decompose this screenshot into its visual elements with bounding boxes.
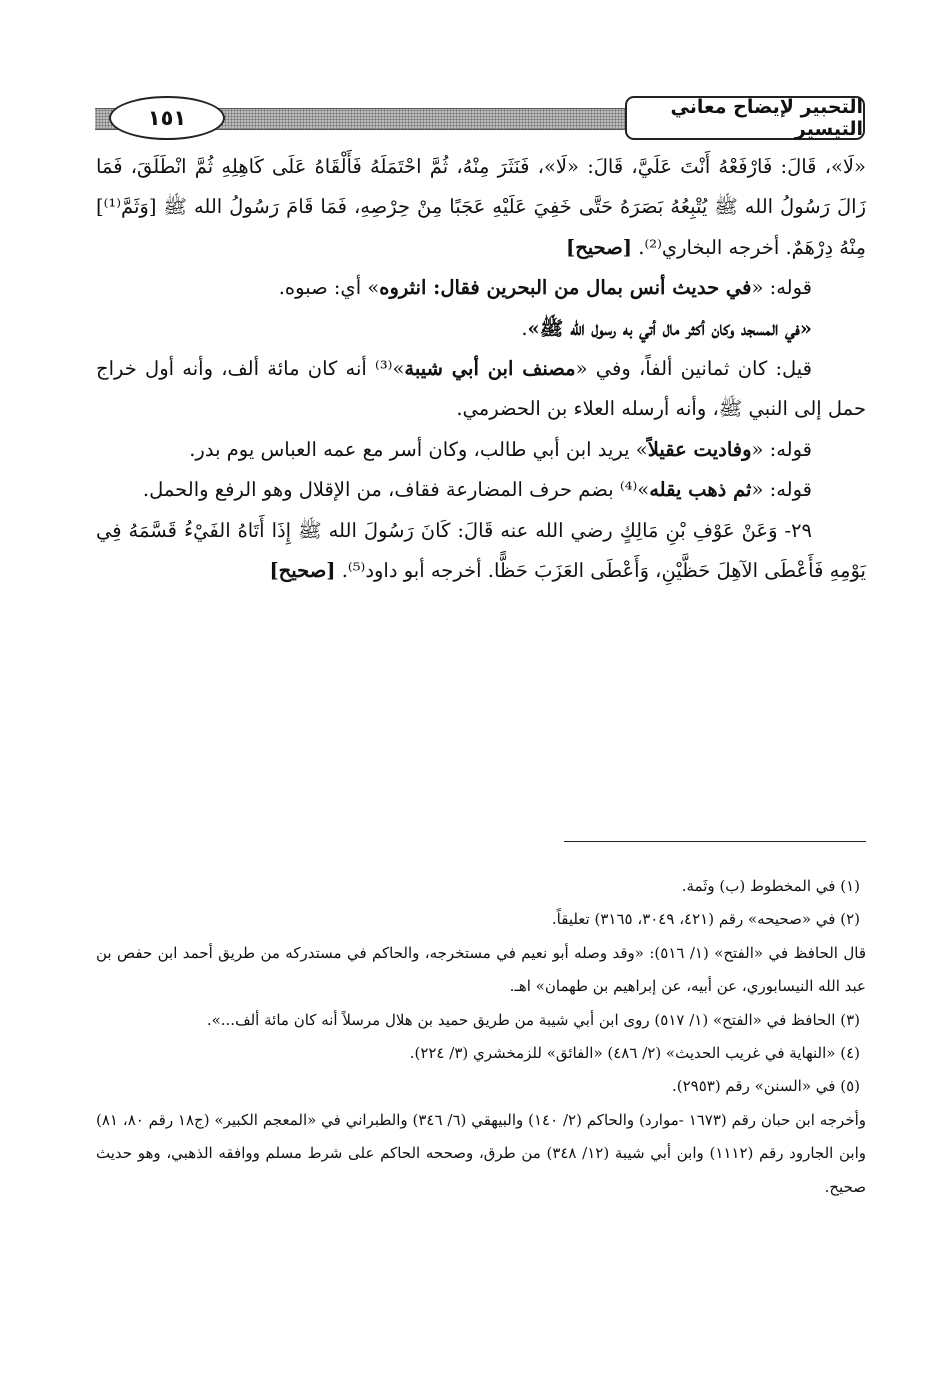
text-run: قيل: كان ثمانين ألفاً، وفي «: [575, 357, 813, 381]
hadith-text: «لَا»، قَالَ: فَارْفَعْهُ أَنْتَ عَلَيَّ، قَالَ: «لَا»، فَنَثَرَ مِنْهُ، ثُمَّ احْتَمَلَهُ فَأَلْقَاهُ عَلَى كَاهِلِهِ ثُمَّ انْطَلَقَ، فَمَا زَالَ رَسُولُ الله ﷺ يُتْبِعُهُ بَصَرَهُ حَتَّى خَفِيَ عَلَيْهِ عَجَبًا مِنْ حِرْصِهِ، فَمَا قَامَ رَسُولُ الله ﷺ [وَثَمَّ⁽¹⁾] مِنْهُ دِرْهَمٌ. أخرجه البخاري⁽²⁾.: [96, 155, 866, 259]
book-title: التحبير لإيضاح معاني التيسير: [625, 96, 865, 140]
quoted-phrase: وفاديت عقيلاً: [647, 437, 752, 461]
text-run: » يريد ابن أبي طالب، وكان أسر مع عمه العباس يوم بدر.: [189, 437, 648, 461]
hadith-text: ٢٩- وَعَنْ عَوْفِ بْنِ مَالِكٍ رضي الله عنه قَالَ: كَانَ رَسُولَ الله ﷺ إِذَا أَتَاهُ الفَيْءُ قَسَّمَهُ فِي يَوْمِهِ فَأَعْطَى الآهِلَ حَظَّيْنِ، وَأَعْطَى العَزَبَ حَظًّا. أخرجه أبو داود⁽⁵⁾.: [96, 518, 866, 583]
quoted-phrase: ثم ذهب يقله: [649, 478, 752, 502]
footnote: (٣) الحافظ في «الفتح» (١/ ٥١٧) روى ابن أبي شيبة من طريق حميد بن هلال مرسلاً أنه كان مائة ألف...».: [206, 1010, 860, 1029]
footnote: وأخرجه ابن حبان رقم (١٦٧٣ -موارد) والحاكم (٢/ ١٤٠) والبيهقي (٦/ ٣٤٦) والطبراني في «المعجم الكبير» (ج١٨ رقم ٨٠، ٨١) وابن الجارود رقم (١١١٢) وابن أبي شيبة (١٢/ ٣٤٨) من طرق، وصححه الحاكم على شرط مسلم ووافقه الذهبي، وهو حديث صحيح.: [96, 1110, 867, 1196]
footnote: (٥) في «السنن» رقم (٢٩٥٣).: [671, 1077, 860, 1096]
footnotes: [96, 870, 866, 1204]
grade-label: [صحيح]: [565, 235, 633, 259]
page-header: [95, 96, 865, 140]
text-run: » أي: صبوه.: [278, 276, 380, 300]
commentary-paragraph: [96, 470, 866, 510]
text-run: »⁽³⁾ أنه كان مائة ألف، وأنه أول خراج حمل إلى النبي ﷺ، وأنه أرسله العلاء بن الحضرمي.: [96, 357, 866, 421]
hadith-continuation: [96, 147, 866, 268]
text-run: قوله: «: [751, 276, 812, 300]
text-run: قوله: «: [751, 437, 812, 461]
footnote: (٢) في «صحيحه» رقم (٤٢١، ٣٠٤٩، ٣١٦٥) تعليقاً.: [551, 910, 860, 929]
text-run: قوله: «: [751, 478, 812, 502]
footnote: (٤) «النهاية في غريب الحديث» (٢/ ٤٨٦) «الفائق» للزمخشري (٣/ ٢٢٤).: [409, 1044, 860, 1063]
grade-label: [صحيح]: [269, 559, 336, 583]
footnote: قال الحافظ في «الفتح» (١/ ٥١٦): «وقد وصله أبو نعيم في مستخرجه، والحاكم في مستدركه من طريق أحمد ابن حفص بن عبد الله النيسابوري، عن أبيه، عن إبراهيم بن طهمان» اهـ.: [96, 943, 866, 996]
hadith-29: [96, 511, 866, 592]
commentary-paragraph: [96, 349, 866, 430]
footnote: (١) في المخطوط (ب) وثَمة.: [681, 877, 860, 895]
quoted-phrase: «في المسجد وكان أكثر مال أتي به رسول الله ﷺ»: [527, 316, 812, 340]
quoted-phrase: في حديث أنس بمال من البحرين فقال: انثروه: [379, 276, 752, 300]
text-run: .: [521, 316, 528, 340]
commentary-paragraph: [96, 268, 866, 308]
main-text: [96, 147, 866, 591]
footnote-separator: [564, 841, 866, 842]
commentary-paragraph: [96, 430, 866, 470]
commentary-paragraph: [96, 309, 866, 349]
text-run: »⁽⁴⁾ بضم حرف المضارعة فقاف، من الإقلال وهو الرفع والحمل.: [142, 478, 650, 502]
page-number: ١٥١: [109, 96, 225, 140]
source-title: مصنف ابن أبي شيبة: [404, 357, 576, 381]
